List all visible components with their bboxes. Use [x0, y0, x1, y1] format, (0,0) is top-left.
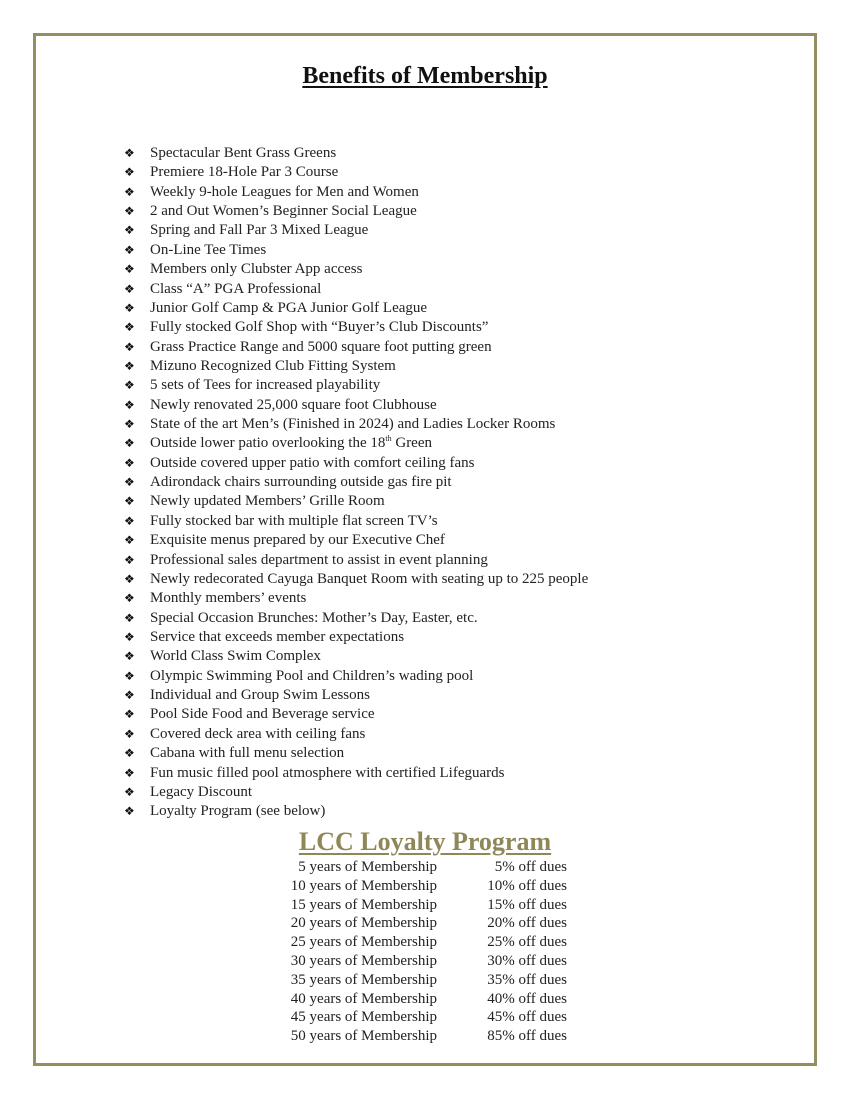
benefit-text — [150, 802, 325, 821]
benefit-text-main: Olympic Swimming Pool and Children’s wading pool — [150, 667, 474, 684]
loyalty-row — [270, 1027, 570, 1046]
four-diamond-bullet-icon: ❖ — [124, 533, 135, 548]
benefit-text — [150, 686, 370, 705]
benefit-text — [150, 280, 321, 299]
four-diamond-bullet-icon: ❖ — [124, 378, 135, 393]
benefit-text — [150, 473, 452, 492]
loyalty-row — [270, 1008, 570, 1027]
benefit-text — [150, 434, 432, 453]
benefit-text-main: World Class Swim Complex — [150, 648, 321, 665]
loyalty-row — [270, 971, 570, 990]
four-diamond-bullet-icon: ❖ — [124, 300, 135, 315]
benefits-list — [124, 144, 588, 822]
four-diamond-bullet-icon: ❖ — [124, 417, 135, 432]
benefit-text — [150, 492, 385, 511]
benefit-item — [124, 163, 588, 182]
four-diamond-bullet-icon: ❖ — [124, 571, 135, 586]
benefit-text — [150, 551, 488, 570]
benefit-text-main: Covered deck area with ceiling fans — [150, 725, 366, 742]
loyalty-table — [270, 858, 570, 1046]
four-diamond-bullet-icon: ❖ — [124, 223, 135, 238]
four-diamond-bullet-icon: ❖ — [124, 281, 135, 296]
benefit-item — [124, 144, 588, 163]
four-diamond-bullet-icon: ❖ — [124, 610, 135, 625]
loyalty-years-cell: 15 years of Membership — [290, 896, 437, 913]
benefit-item — [124, 299, 588, 318]
benefit-text-main: Outside lower patio overlooking the 18 — [150, 435, 386, 452]
loyalty-years-cell: 50 years of Membership — [290, 1028, 437, 1045]
four-diamond-bullet-icon: ❖ — [124, 765, 135, 780]
four-diamond-bullet-icon: ❖ — [124, 204, 135, 219]
benefit-text — [150, 338, 492, 357]
benefit-item — [124, 357, 588, 376]
benefit-item — [124, 280, 588, 299]
benefit-item — [124, 512, 588, 531]
loyalty-discount-cell: 35% off dues — [487, 971, 567, 988]
benefit-text-main: State of the art Men’s (Finished in 2024) and Ladies Locker Rooms — [150, 416, 556, 433]
loyalty-years-cell: 20 years of Membership — [290, 915, 437, 932]
benefit-text-main: Spectacular Bent Grass Greens — [150, 145, 337, 161]
benefit-item — [124, 338, 588, 357]
benefit-item — [124, 376, 588, 395]
benefit-text — [150, 531, 445, 550]
loyalty-row — [270, 877, 570, 896]
four-diamond-bullet-icon: ❖ — [124, 146, 135, 160]
benefit-item — [124, 589, 588, 608]
benefit-item — [124, 396, 588, 415]
benefit-item — [124, 454, 588, 473]
benefit-text — [150, 376, 380, 395]
benefit-item — [124, 318, 588, 337]
benefit-item — [124, 686, 588, 705]
loyalty-row — [270, 952, 570, 971]
loyalty-row — [270, 858, 570, 877]
benefit-item — [124, 609, 588, 628]
benefit-text-main: On-Line Tee Times — [150, 241, 267, 258]
benefit-item — [124, 705, 588, 724]
benefit-text-main: Loyalty Program (see below) — [150, 803, 326, 820]
four-diamond-bullet-icon: ❖ — [124, 804, 135, 819]
loyalty-discount-cell: 40% off dues — [487, 990, 567, 1007]
four-diamond-bullet-icon: ❖ — [124, 513, 135, 528]
loyalty-row — [270, 896, 570, 915]
benefit-text — [150, 589, 306, 608]
benefit-text-main: Members only Clubster App access — [150, 261, 363, 278]
benefit-item — [124, 260, 588, 279]
benefit-item — [124, 473, 588, 492]
benefit-text-main: Fully stocked Golf Shop with “Buyer’s Club Discounts” — [150, 319, 489, 336]
benefit-text — [150, 783, 252, 802]
benefit-item — [124, 783, 588, 802]
benefit-text-main: Fully stocked bar with multiple flat screen TV’s — [150, 512, 438, 529]
loyalty-program-heading — [0, 826, 850, 858]
benefit-text-main: Professional sales department to assist in event planning — [150, 551, 488, 568]
benefit-text-main: Special Occasion Brunches: Mother’s Day, Easter, etc. — [150, 609, 478, 626]
benefit-text-main: Individual and Group Swim Lessons — [150, 687, 370, 704]
benefit-text — [150, 202, 417, 221]
benefit-text — [150, 570, 588, 589]
benefit-text — [150, 183, 419, 202]
benefit-text — [150, 647, 321, 666]
four-diamond-bullet-icon: ❖ — [124, 436, 135, 451]
benefit-text — [150, 725, 365, 744]
benefit-text-main: Pool Side Food and Beverage service — [150, 706, 375, 723]
benefit-text-main: Spring and Fall Par 3 Mixed League — [150, 222, 369, 239]
ordinal-superscript: th — [385, 434, 392, 444]
benefit-text — [150, 163, 338, 182]
benefit-item — [124, 570, 588, 589]
four-diamond-bullet-icon: ❖ — [124, 726, 135, 741]
benefit-text-main: 2 and Out Women’s Beginner Social League — [150, 203, 417, 220]
benefit-text — [150, 396, 437, 415]
four-diamond-bullet-icon: ❖ — [124, 320, 135, 335]
benefit-item — [124, 183, 588, 202]
four-diamond-bullet-icon: ❖ — [124, 494, 135, 509]
benefit-text — [150, 628, 404, 647]
benefit-text-main: Monthly members’ events — [150, 590, 307, 607]
loyalty-discount-cell: 20% off dues — [487, 915, 567, 932]
benefit-item — [124, 764, 588, 783]
page-title-text: Benefits of Membership — [302, 63, 548, 89]
loyalty-discount-cell: 30% off dues — [487, 952, 567, 969]
four-diamond-bullet-icon: ❖ — [124, 358, 135, 373]
benefit-text-main: Fun music filled pool atmosphere with certified Lifeguards — [150, 764, 505, 781]
benefit-item — [124, 802, 588, 821]
benefit-item — [124, 725, 588, 744]
benefit-item — [124, 531, 588, 550]
benefit-text — [150, 221, 368, 240]
four-diamond-bullet-icon: ❖ — [124, 668, 135, 683]
benefit-text-main: Legacy Discount — [150, 783, 253, 800]
benefit-item — [124, 221, 588, 240]
benefit-text — [150, 299, 427, 318]
benefit-text — [150, 512, 438, 531]
benefit-item — [124, 744, 588, 763]
loyalty-years-cell: 40 years of Membership — [290, 990, 437, 1007]
benefit-text-main: Class “A” PGA Professional — [150, 280, 322, 297]
benefit-text — [150, 609, 478, 628]
benefit-item — [124, 415, 588, 434]
four-diamond-bullet-icon: ❖ — [124, 649, 135, 664]
benefit-item — [124, 492, 588, 511]
benefit-text-main: 5 sets of Tees for increased playability — [150, 377, 381, 394]
loyalty-years-cell: 30 years of Membership — [290, 952, 437, 969]
loyalty-years-cell: 10 years of Membership — [290, 877, 437, 894]
loyalty-discount-cell: 10% off dues — [487, 877, 567, 894]
four-diamond-bullet-icon: ❖ — [124, 784, 135, 799]
benefit-text — [150, 357, 396, 376]
benefit-text-main: Exquisite menus prepared by our Executive Chef — [150, 532, 445, 549]
loyalty-program-heading-text: LCC Loyalty Program — [298, 827, 552, 856]
four-diamond-bullet-icon: ❖ — [124, 552, 135, 567]
four-diamond-bullet-icon: ❖ — [124, 707, 135, 722]
loyalty-discount-cell: 85% off dues — [487, 1028, 567, 1045]
benefit-text — [150, 144, 336, 163]
benefit-item — [124, 628, 588, 647]
loyalty-years-cell: 5 years of Membership — [298, 859, 437, 875]
loyalty-years-cell: 45 years of Membership — [290, 1009, 437, 1026]
benefit-item — [124, 202, 588, 221]
four-diamond-bullet-icon: ❖ — [124, 339, 135, 354]
loyalty-discount-cell: 15% off dues — [487, 896, 567, 913]
benefit-text — [150, 454, 475, 473]
benefit-text-main: Weekly 9-hole Leagues for Men and Women — [150, 183, 419, 200]
benefit-text — [150, 318, 488, 337]
loyalty-row — [270, 990, 570, 1009]
four-diamond-bullet-icon: ❖ — [124, 455, 135, 470]
benefit-text-main: Newly renovated 25,000 square foot Clubhouse — [150, 396, 437, 413]
benefit-text — [150, 667, 473, 686]
benefit-text-main: Mizuno Recognized Club Fitting System — [150, 357, 396, 374]
four-diamond-bullet-icon: ❖ — [124, 629, 135, 644]
four-diamond-bullet-icon: ❖ — [124, 262, 135, 277]
benefit-text-main: Junior Golf Camp & PGA Junior Golf League — [150, 299, 428, 316]
loyalty-row — [270, 914, 570, 933]
four-diamond-bullet-icon: ❖ — [124, 591, 135, 606]
benefit-text-main: Premiere 18-Hole Par 3 Course — [150, 164, 339, 181]
benefit-text-main: Cabana with full menu selection — [150, 745, 345, 762]
four-diamond-bullet-icon: ❖ — [124, 397, 135, 412]
benefit-text — [150, 744, 344, 763]
benefit-item — [124, 241, 588, 260]
benefit-item — [124, 434, 588, 453]
four-diamond-bullet-icon: ❖ — [124, 475, 135, 490]
benefit-item — [124, 667, 588, 686]
four-diamond-bullet-icon: ❖ — [124, 242, 135, 257]
loyalty-discount-cell: 5% off dues — [494, 859, 567, 875]
benefit-text — [150, 241, 266, 260]
benefit-text — [150, 260, 362, 279]
benefit-text — [150, 415, 555, 434]
benefit-text — [150, 764, 505, 783]
page-title — [0, 61, 850, 91]
benefit-text — [150, 705, 375, 724]
four-diamond-bullet-icon: ❖ — [124, 184, 135, 199]
four-diamond-bullet-icon: ❖ — [124, 746, 135, 761]
four-diamond-bullet-icon: ❖ — [124, 165, 135, 180]
benefit-text-main: Newly updated Members’ Grille Room — [150, 493, 385, 510]
benefit-text-main: Adirondack chairs surrounding outside gas fire pit — [150, 474, 452, 491]
loyalty-years-cell: 35 years of Membership — [290, 971, 437, 988]
benefit-text-main: Service that exceeds member expectations — [150, 628, 405, 645]
benefit-item — [124, 551, 588, 570]
four-diamond-bullet-icon: ❖ — [124, 688, 135, 703]
loyalty-discount-cell: 25% off dues — [487, 934, 567, 951]
benefit-item — [124, 647, 588, 666]
loyalty-years-cell: 25 years of Membership — [290, 934, 437, 951]
loyalty-discount-cell: 45% off dues — [487, 1009, 567, 1026]
benefit-text-suffix: Green — [391, 435, 433, 452]
benefit-text-main: Newly redecorated Cayuga Banquet Room with seating up to 225 people — [150, 570, 589, 587]
benefit-text-main: Grass Practice Range and 5000 square foot putting green — [150, 338, 492, 355]
loyalty-row — [270, 933, 570, 952]
benefit-text-main: Outside covered upper patio with comfort ceiling fans — [150, 454, 475, 471]
